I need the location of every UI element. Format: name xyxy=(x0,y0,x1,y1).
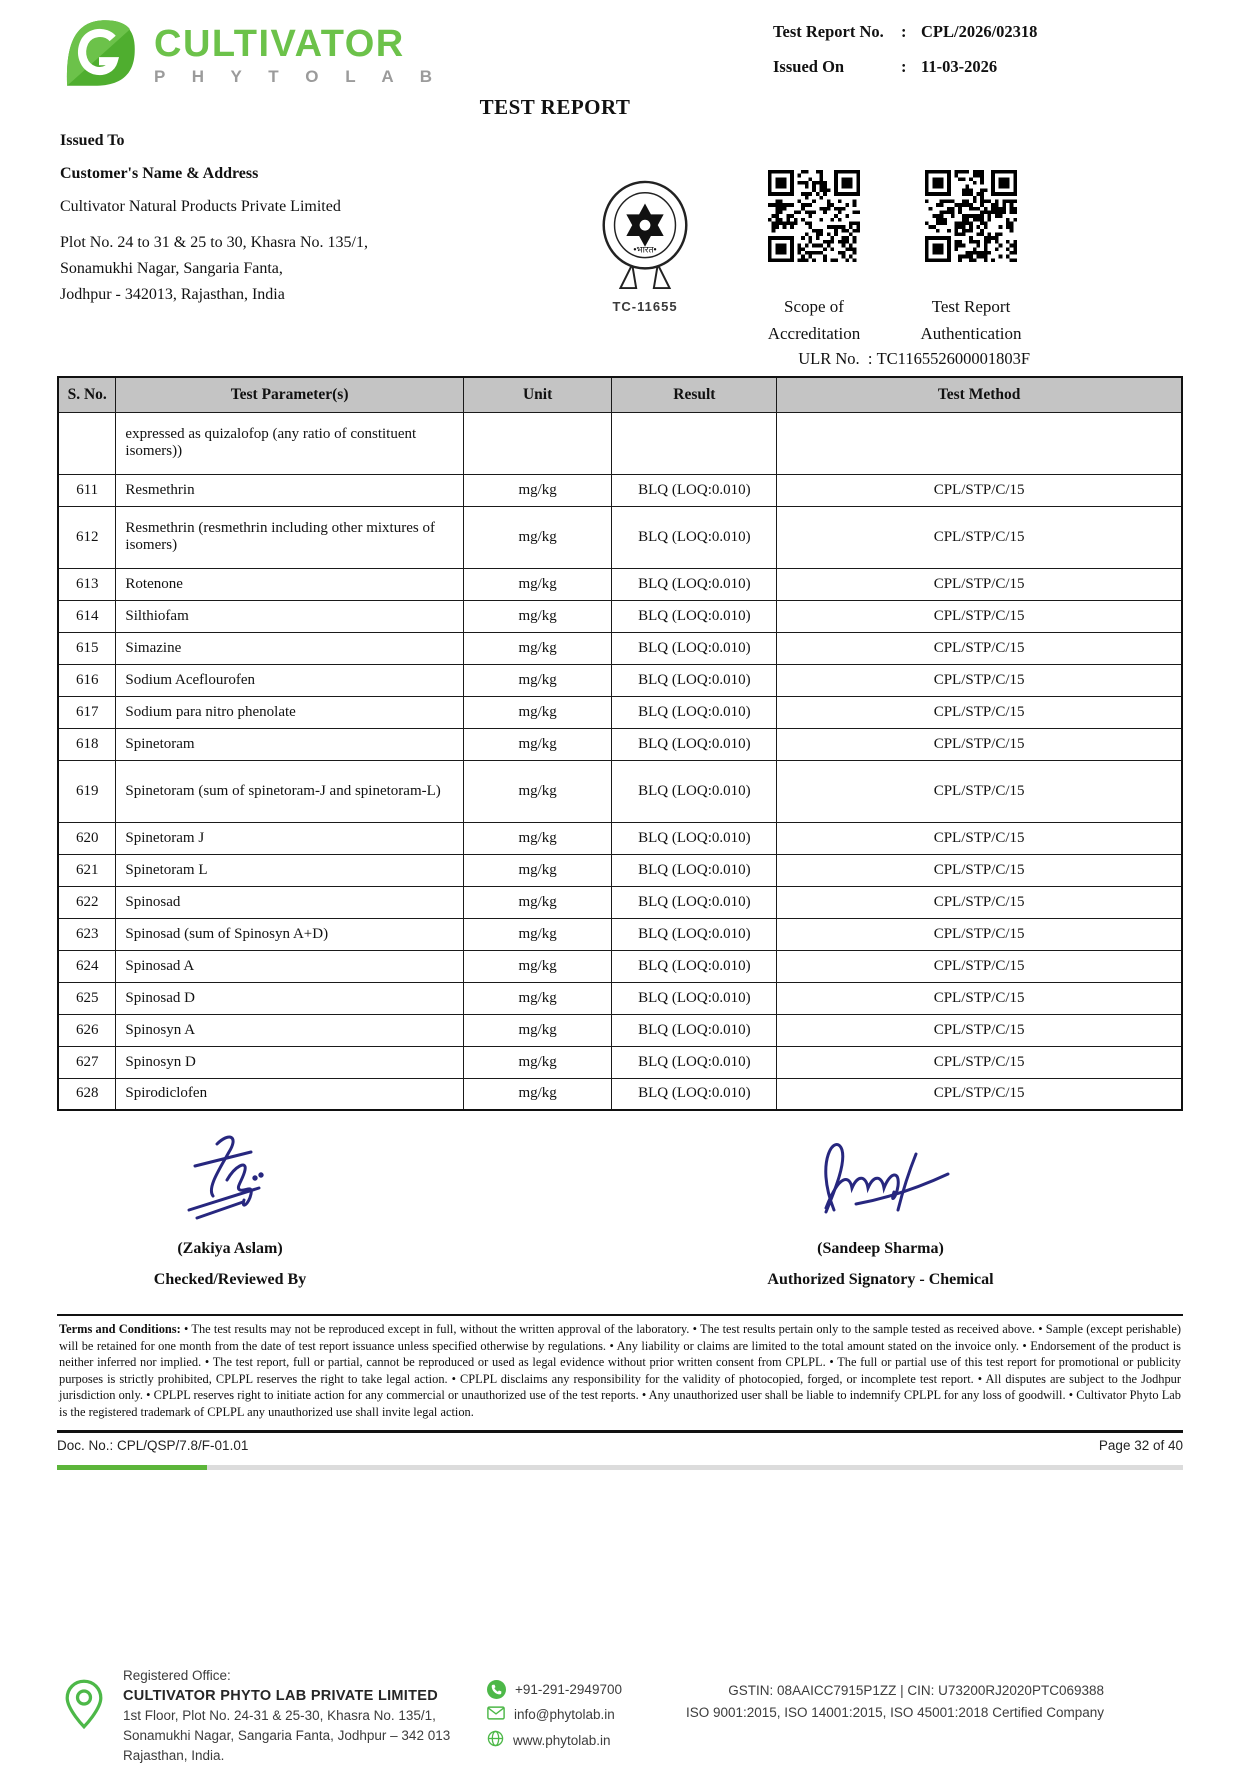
qr1-label-line1: Scope of xyxy=(784,297,844,316)
cell-unit: mg/kg xyxy=(463,918,612,950)
cell-sno: 622 xyxy=(58,886,116,918)
cell-method: CPL/STP/C/15 xyxy=(777,632,1182,664)
cell-method: CPL/STP/C/15 xyxy=(777,854,1182,886)
table-row xyxy=(58,1078,1182,1110)
cell-param: Spinosyn D xyxy=(116,1046,463,1078)
cell-method: CPL/STP/C/15 xyxy=(777,506,1182,568)
cell-unit: mg/kg xyxy=(463,568,612,600)
customer-address-line: Sonamukhi Nagar, Sangaria Fanta, xyxy=(60,260,283,277)
cell-method xyxy=(777,412,1182,474)
email-icon xyxy=(487,1706,505,1723)
ulr-separator: : xyxy=(867,349,873,368)
footer-divider xyxy=(57,1465,1183,1470)
cell-result: BLQ (LOQ:0.010) xyxy=(612,886,777,918)
footer-corporate-info xyxy=(686,1680,1104,1724)
issued-on-row xyxy=(773,57,1037,77)
cell-result: BLQ (LOQ:0.010) xyxy=(612,728,777,760)
page-number: Page 32 of 40 xyxy=(1098,1438,1183,1453)
qr2-label-line2: Authentication xyxy=(920,324,1022,343)
logo-text xyxy=(154,24,443,87)
cell-sno: 624 xyxy=(58,950,116,982)
checked-by-signature-block xyxy=(100,1130,360,1289)
cell-sno: 625 xyxy=(58,982,116,1014)
footer-contacts xyxy=(487,1680,622,1757)
company-logo xyxy=(58,14,443,97)
table-row xyxy=(58,412,1182,474)
cell-unit: mg/kg xyxy=(463,822,612,854)
cell-unit xyxy=(463,412,612,474)
report-no-row xyxy=(773,22,1037,42)
website-row xyxy=(487,1730,622,1750)
nabl-seal xyxy=(583,178,707,314)
cell-method: CPL/STP/C/15 xyxy=(777,822,1182,854)
table-row xyxy=(58,728,1182,760)
issued-on-separator: : xyxy=(901,57,907,76)
cell-result: BLQ (LOQ:0.010) xyxy=(612,760,777,822)
cell-param: Resmethrin xyxy=(116,474,463,506)
cell-sno: 617 xyxy=(58,696,116,728)
issued-on-label: Issued On xyxy=(773,57,845,76)
col-header-unit: Unit xyxy=(463,377,612,412)
qr1-label-line2: Accreditation xyxy=(767,324,861,343)
email-row xyxy=(487,1706,622,1723)
cell-unit: mg/kg xyxy=(463,506,612,568)
cell-method: CPL/STP/C/15 xyxy=(777,918,1182,950)
terms-and-conditions xyxy=(57,1314,1183,1433)
checked-by-name: (Zakiya Aslam) xyxy=(177,1240,283,1257)
cell-method: CPL/STP/C/15 xyxy=(777,1014,1182,1046)
cell-param: Spinosad (sum of Spinosyn A+D) xyxy=(116,918,463,950)
cell-sno: 626 xyxy=(58,1014,116,1046)
cell-unit: mg/kg xyxy=(463,1078,612,1110)
cell-param: Spinosad A xyxy=(116,950,463,982)
cell-sno: 618 xyxy=(58,728,116,760)
gstin-cin-line: GSTIN: 08AAICC7915P1ZZ | CIN: U73200RJ2020PTC069388 xyxy=(728,1683,1104,1698)
table-row xyxy=(58,632,1182,664)
cell-sno: 614 xyxy=(58,600,116,632)
cell-method: CPL/STP/C/15 xyxy=(777,950,1182,982)
footer-email: info@phytolab.in xyxy=(514,1707,615,1722)
table-row xyxy=(58,854,1182,886)
cell-method: CPL/STP/C/15 xyxy=(777,474,1182,506)
customer-address-line: Jodhpur - 342013, Rajasthan, India xyxy=(60,286,285,303)
cell-sno: 616 xyxy=(58,664,116,696)
cell-param: Resmethrin (resmethrin including other mixtures of isomers) xyxy=(116,506,463,568)
table-row xyxy=(58,696,1182,728)
phone-row xyxy=(487,1680,622,1699)
cell-unit: mg/kg xyxy=(463,728,612,760)
table-row xyxy=(58,506,1182,568)
qr-test-report-authentication xyxy=(925,170,1017,262)
cell-method: CPL/STP/C/15 xyxy=(777,664,1182,696)
cell-result: BLQ (LOQ:0.010) xyxy=(612,474,777,506)
footer-address-line: 1st Floor, Plot No. 24-31 & 25-30, Khasra No. 135/1, xyxy=(123,1708,436,1723)
issued-to-block xyxy=(60,132,368,308)
location-pin-icon xyxy=(62,1678,106,1735)
cell-sno: 613 xyxy=(58,568,116,600)
table-row xyxy=(58,1046,1182,1078)
qr-scope-of-accreditation xyxy=(768,170,860,262)
report-meta xyxy=(773,22,1037,92)
cell-unit: mg/kg xyxy=(463,854,612,886)
cell-sno: 623 xyxy=(58,918,116,950)
doc-number: Doc. No.: CPL/QSP/7.8/F-01.01 xyxy=(57,1438,249,1453)
cell-method: CPL/STP/C/15 xyxy=(777,600,1182,632)
cell-unit: mg/kg xyxy=(463,696,612,728)
cell-param: Spinosyn A xyxy=(116,1014,463,1046)
cell-method: CPL/STP/C/15 xyxy=(777,728,1182,760)
report-no-value: CPL/2026/02318 xyxy=(921,22,1038,41)
footer-address-line: Sonamukhi Nagar, Sangaria Fanta, Jodhpur – 342 013 xyxy=(123,1728,451,1743)
table-row xyxy=(58,600,1182,632)
page-title: TEST REPORT xyxy=(479,95,631,119)
cell-result: BLQ (LOQ:0.010) xyxy=(612,1014,777,1046)
cell-sno: 621 xyxy=(58,854,116,886)
cell-method: CPL/STP/C/15 xyxy=(777,1046,1182,1078)
doc-footer-row xyxy=(57,1438,1183,1453)
cell-sno: 619 xyxy=(58,760,116,822)
cell-result: BLQ (LOQ:0.010) xyxy=(612,918,777,950)
results-table xyxy=(57,376,1183,1111)
cell-unit: mg/kg xyxy=(463,950,612,982)
cell-sno: 612 xyxy=(58,506,116,568)
terms-label: Terms and Conditions: xyxy=(59,1322,185,1336)
leaf-logo-icon xyxy=(58,14,140,97)
cell-result: BLQ (LOQ:0.010) xyxy=(612,1046,777,1078)
report-no-separator: : xyxy=(901,22,907,41)
issued-on-value: 11-03-2026 xyxy=(921,57,998,76)
cell-param: Spinetoram L xyxy=(116,854,463,886)
footer-phone: +91-291-2949700 xyxy=(515,1682,622,1697)
table-row xyxy=(58,886,1182,918)
cell-sno: 615 xyxy=(58,632,116,664)
authorized-signatory-block xyxy=(733,1130,1028,1289)
customer-name: Cultivator Natural Products Private Limited xyxy=(60,198,341,215)
cell-result: BLQ (LOQ:0.010) xyxy=(612,950,777,982)
table-row xyxy=(58,982,1182,1014)
report-no-label: Test Report No. xyxy=(773,22,884,41)
cell-param: Sodium Aceflourofen xyxy=(116,664,463,696)
cell-unit: mg/kg xyxy=(463,600,612,632)
checked-by-role: Checked/Reviewed By xyxy=(153,1271,307,1288)
ulr-number xyxy=(640,349,1030,369)
cell-unit: mg/kg xyxy=(463,982,612,1014)
cell-unit: mg/kg xyxy=(463,1046,612,1078)
cell-sno: 628 xyxy=(58,1078,116,1110)
cell-result: BLQ (LOQ:0.010) xyxy=(612,568,777,600)
table-row xyxy=(58,474,1182,506)
cell-method: CPL/STP/C/15 xyxy=(777,886,1182,918)
seal-code: TC-11655 xyxy=(612,299,678,314)
cell-result: BLQ (LOQ:0.010) xyxy=(612,632,777,664)
table-row xyxy=(58,918,1182,950)
cell-sno xyxy=(58,412,116,474)
table-header-row xyxy=(58,377,1182,412)
cell-result: BLQ (LOQ:0.010) xyxy=(612,1078,777,1110)
table-row xyxy=(58,760,1182,822)
globe-icon xyxy=(487,1730,504,1750)
cell-param: Silthiofam xyxy=(116,600,463,632)
issued-to-label: Issued To xyxy=(60,132,125,149)
ulr-value: TC116552600001803F xyxy=(876,349,1030,368)
table-row xyxy=(58,568,1182,600)
cell-method: CPL/STP/C/15 xyxy=(777,982,1182,1014)
footer-company-name: CULTIVATOR PHYTO LAB PRIVATE LIMITED xyxy=(123,1688,439,1704)
cell-unit: mg/kg xyxy=(463,886,612,918)
cell-param: Spirodiclofen xyxy=(116,1078,463,1110)
cell-result xyxy=(612,412,777,474)
cell-result: BLQ (LOQ:0.010) xyxy=(612,696,777,728)
table-row xyxy=(58,664,1182,696)
cell-result: BLQ (LOQ:0.010) xyxy=(612,982,777,1014)
cell-unit: mg/kg xyxy=(463,474,612,506)
customer-name-address-label: Customer's Name & Address xyxy=(60,165,259,182)
cell-method: CPL/STP/C/15 xyxy=(777,568,1182,600)
cell-result: BLQ (LOQ:0.010) xyxy=(612,854,777,886)
signature-zakiya-icon xyxy=(100,1130,360,1230)
table-row xyxy=(58,950,1182,982)
terms-body: • The test results may not be reproduced except in full, without the written approval of the laboratory. • The test results pertain only to the sample tested as received above. • Sample (except perishable) will be retained for one month from the date of test report issuance unless specified otherwise by regulations. • Any liability or claims are limited to the total amount stated on the invoice only. • Endorsement of the product is neither inferred nor implied. • The test report, full or partial, cannot be reproduced or used as legal evidence without prior written consent from CPLPL. • The full or partial use of this test report for promotional or publicity purposes is strictly prohibited, CPLPL reserves the right to take legal action. • CPLPL disclaims any responsibility for the validity of photocopied, forged, or incomplete test report. • All disputes are subject to the Jodhpur jurisdiction only. • CPLPL reserves right to initiate action for any commercial or unauthorized use of the test reports. • Any unauthorized user shall be liable to indemnify CPLPL for any loss of goodwill. • Cultivator Phyto Lab is the registered trademark of CPLPL any unauthorized use shall invite legal action. xyxy=(59,1322,1181,1419)
registered-office-block xyxy=(123,1666,450,1766)
cell-sno: 611 xyxy=(58,474,116,506)
cell-result: BLQ (LOQ:0.010) xyxy=(612,822,777,854)
registered-office-label: Registered Office: xyxy=(123,1668,231,1683)
ulr-label: ULR No. xyxy=(798,349,860,368)
table-row xyxy=(58,1014,1182,1046)
qr2-label xyxy=(886,293,1056,347)
cell-param: Sodium para nitro phenolate xyxy=(116,696,463,728)
col-header-method: Test Method xyxy=(777,377,1182,412)
cell-unit: mg/kg xyxy=(463,632,612,664)
iso-line: ISO 9001:2015, ISO 14001:2015, ISO 45001:2018 Certified Company xyxy=(685,1705,1104,1720)
cell-param: Spinetoram (sum of spinetoram-J and spinetoram-L) xyxy=(116,760,463,822)
qr2-label-line1: Test Report xyxy=(931,297,1011,316)
cell-unit: mg/kg xyxy=(463,1014,612,1046)
cell-param: Spinosad D xyxy=(116,982,463,1014)
customer-address-line: Plot No. 24 to 31 & 25 to 30, Khasra No. 135/1, xyxy=(60,234,368,251)
signature-sandeep-icon xyxy=(733,1130,1028,1230)
cell-param: Simazine xyxy=(116,632,463,664)
phone-icon xyxy=(487,1680,506,1699)
cell-method: CPL/STP/C/15 xyxy=(777,1078,1182,1110)
cell-param: Rotenone xyxy=(116,568,463,600)
cell-unit: mg/kg xyxy=(463,760,612,822)
cell-method: CPL/STP/C/15 xyxy=(777,696,1182,728)
footer-address-line: Rajasthan, India. xyxy=(123,1748,225,1763)
footer-website: www.phytolab.in xyxy=(513,1732,611,1748)
authorized-signatory-role: Authorized Signatory - Chemical xyxy=(767,1271,994,1288)
cell-unit: mg/kg xyxy=(463,664,612,696)
authorized-signatory-name: (Sandeep Sharma) xyxy=(817,1240,944,1257)
cell-result: BLQ (LOQ:0.010) xyxy=(612,664,777,696)
cell-method: CPL/STP/C/15 xyxy=(777,760,1182,822)
col-header-parameter: Test Parameter(s) xyxy=(116,377,463,412)
cell-param: expressed as quizalofop (any ratio of constituent isomers)) xyxy=(116,412,463,474)
table-row xyxy=(58,822,1182,854)
cell-sno: 620 xyxy=(58,822,116,854)
logo-brand-text: CULTIVATOR xyxy=(154,23,405,65)
logo-sub-text: P H Y T O L A B xyxy=(154,67,444,86)
nabl-seal-icon xyxy=(589,244,701,296)
cell-param: Spinetoram xyxy=(116,728,463,760)
cell-sno: 627 xyxy=(58,1046,116,1078)
cell-param: Spinosad xyxy=(116,886,463,918)
qr1-label xyxy=(729,293,899,347)
cell-result: BLQ (LOQ:0.010) xyxy=(612,600,777,632)
svg-text:•भारत•: •भारत• xyxy=(633,244,657,255)
cell-result: BLQ (LOQ:0.010) xyxy=(612,506,777,568)
cell-param: Spinetoram J xyxy=(116,822,463,854)
col-header-sno: S. No. xyxy=(58,377,116,412)
col-header-result: Result xyxy=(612,377,777,412)
